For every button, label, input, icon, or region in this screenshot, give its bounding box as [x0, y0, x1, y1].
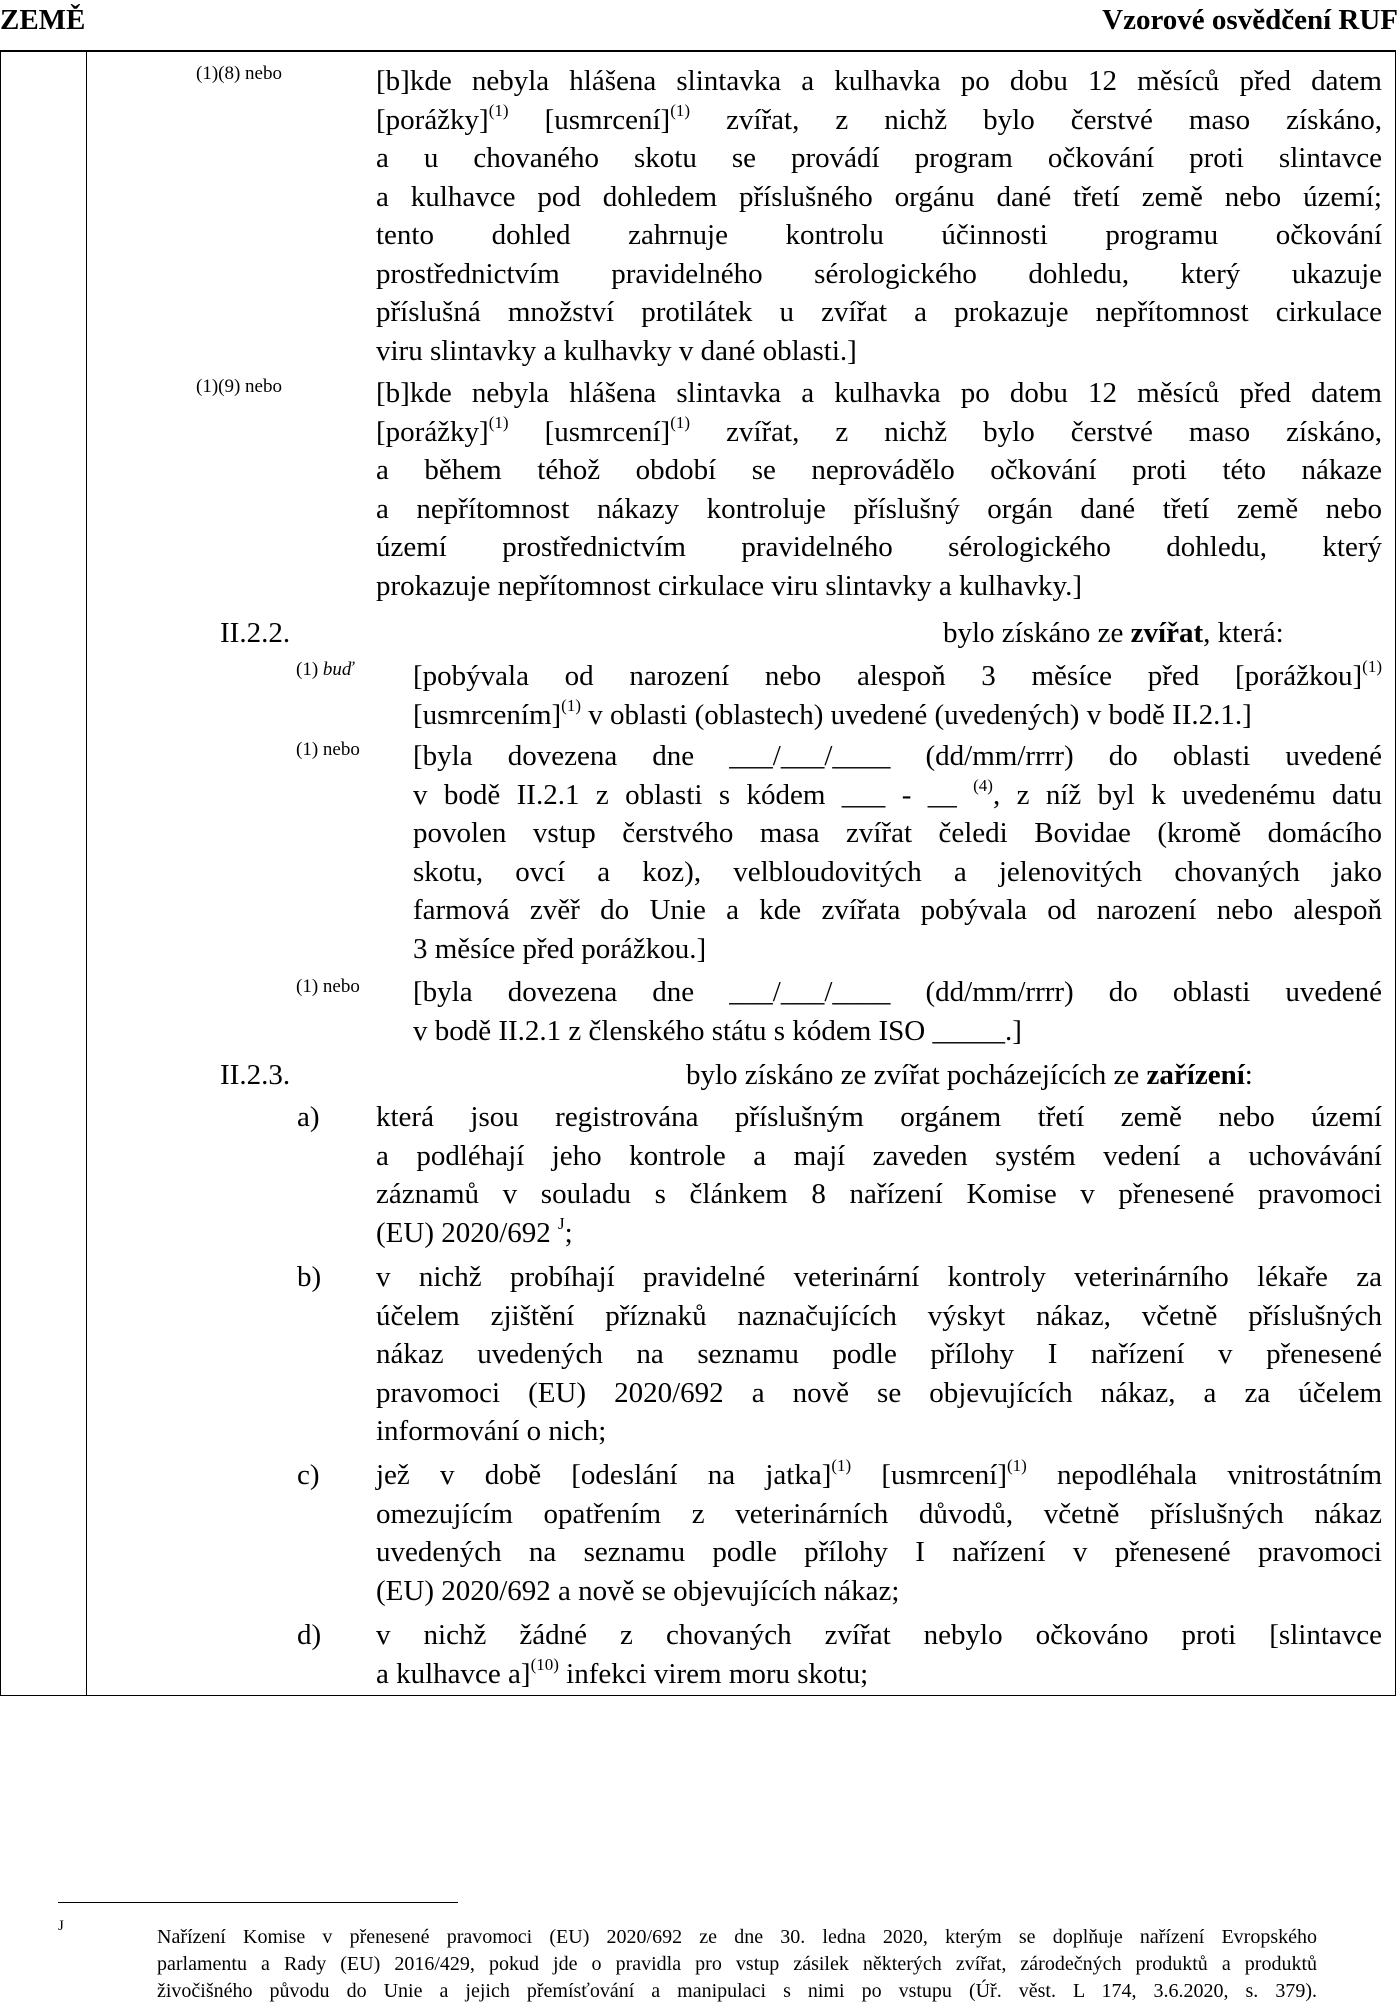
- text-line: parlamentu a Rady (EU) 2016/429, pokud jde o pravidla pro vstup zásilek některých zvířat, zárodečných produktů a produktů: [157, 1953, 1317, 1975]
- paragraph-resided-since-birth: [413, 657, 1382, 734]
- text-line: [byla dovezena dne ___/___/____ (dd/mm/rrrr) do oblasti uvedené: [413, 976, 1382, 1008]
- text-fragment: zvířat, z nichž bylo čerstvé maso získáno,: [690, 415, 1382, 448]
- footnote-ref: (1): [561, 695, 581, 715]
- footnote-ref: (1): [1362, 657, 1382, 676]
- section-heading-2-2-2: [943, 614, 1284, 652]
- text-fragment-bold: zvířat: [1130, 617, 1204, 649]
- text-line: v bodě II.2.1 z členského státu s kódem ISO _____.]: [413, 1014, 1022, 1047]
- option-marker-either: [296, 658, 353, 682]
- text-line: účelem zjištění příznaků naznačujících výskyt nákaz, včetně příslušných: [376, 1299, 1382, 1332]
- text-fragment: [usmrcení]: [851, 1459, 1008, 1491]
- text-line: pravomoci (EU) 2020/692 a nově se objevujících nákaz, a za účelem: [376, 1376, 1382, 1409]
- section-number-2-2-2: II.2.2.: [220, 617, 291, 649]
- footnote-ref: (1): [670, 100, 691, 120]
- text-line: [byla dovezena dne ___/___/____ (dd/mm/rrrr) do oblasti uvedené: [413, 740, 1382, 772]
- text-fragment: , která:: [1203, 617, 1284, 649]
- certificate-header: Vzorové osvědčení RUF: [1102, 4, 1398, 36]
- option-marker-8: (1)(8) nebo: [196, 63, 282, 84]
- text-line: živočišného původu do Unie a jejich přemísťování a manipulaci s nimi po vstupu (Úř. věst. L 174, 3.6.2020, s. 379).: [157, 1980, 1317, 2002]
- text-fragment: zvířat, z nichž bylo čerstvé maso získáno,: [690, 103, 1382, 136]
- text-line: a u chovaného skotu se provádí program očkování proti slintavce: [376, 142, 1382, 174]
- text-line: prostřednictvím pravidelného sérologického dohledu, který ukazuje: [376, 257, 1382, 290]
- footnote-ref: (1): [488, 100, 509, 120]
- footnote-ref: J: [558, 1213, 565, 1233]
- section-heading-2-2-3: [686, 1056, 1253, 1094]
- text-line: povolen vstup čerstvého masa zvířat čeledi Bovidae (kromě domácího: [413, 817, 1382, 849]
- text-line: [b]kde nebyla hlášena slintavka a kulhavka po dobu 12 měsíců před datem: [376, 65, 1382, 97]
- text-fragment: (EU) 2020/692: [376, 1216, 559, 1249]
- paragraph-item-c: [376, 1456, 1382, 1610]
- column-divider: [86, 50, 87, 1696]
- text-line: 3 měsíce před porážkou.]: [413, 932, 707, 965]
- text-line: omezujícím opatřením z veterinárních důvodů, včetně příslušných nákaz: [376, 1497, 1382, 1530]
- item-label-c: c): [297, 1459, 320, 1491]
- paragraph-item-d: [376, 1616, 1382, 1693]
- footnote-ref: (1): [488, 412, 509, 432]
- text-line: prokazuje nepřítomnost cirkulace viru slintavky a kulhavky.]: [376, 569, 1082, 602]
- paragraph-item-b: [376, 1258, 1382, 1451]
- text-fragment: a kulhavce a]: [376, 1657, 531, 1690]
- option-marker-or-2: (1) nebo: [296, 739, 360, 760]
- footnote-text: [157, 1924, 1317, 2005]
- text-fragment: nepodléhala vnitrostátním: [1026, 1459, 1382, 1491]
- footnote-ref: (10): [530, 1654, 559, 1674]
- item-label-d: d): [297, 1619, 322, 1651]
- text-line: v nichž žádné z chovaných zvířat nebylo očkováno proti [slintavce: [376, 1619, 1382, 1651]
- text-fragment-italic: buď: [322, 659, 354, 680]
- option-marker-or-3: (1) nebo: [296, 976, 360, 997]
- text-line: a kulhavce pod dohledem příslušného orgánu dané třetí země nebo území;: [376, 180, 1382, 213]
- footnote-separator: [58, 1902, 458, 1903]
- text-line: území prostřednictvím pravidelného sérologického dohledu, který: [376, 531, 1382, 563]
- text-line: a podléhají jeho kontrole a mají zaveden systém vedení a uchovávání: [376, 1139, 1382, 1172]
- text-fragment: [porážky]: [376, 415, 489, 448]
- footnote-ref: (1): [1007, 1456, 1027, 1475]
- text-fragment-bold: zařízení: [1146, 1059, 1245, 1091]
- text-line: (EU) 2020/692 a nově se objevujících nákaz;: [376, 1574, 900, 1607]
- footnote-marker: J: [58, 1918, 64, 1934]
- text-fragment: (1): [296, 659, 323, 680]
- top-rule: [0, 50, 1396, 52]
- text-line: farmová zvěř do Unie a kde zvířata pobývala od narození nebo alespoň: [413, 894, 1382, 926]
- section-number-2-2-3: II.2.3.: [220, 1059, 291, 1091]
- text-fragment: [porážky]: [376, 103, 489, 136]
- paragraph-fmd-vaccination: [376, 62, 1382, 370]
- text-line: a během téhož období se neprovádělo očkování proti této nákaze: [376, 454, 1382, 486]
- text-fragment: [usmrcení]: [508, 103, 671, 136]
- paragraph-imported-from-zone: [413, 737, 1382, 968]
- text-line: informování o nich;: [376, 1415, 607, 1447]
- item-label-a: a): [297, 1101, 320, 1133]
- text-fragment: v oblasti (oblastech) uvedené (uvedených) v bodě II.2.1.]: [581, 698, 1252, 731]
- text-fragment: [usmrcení]: [508, 415, 671, 448]
- text-fragment: ;: [564, 1216, 573, 1249]
- paragraph-item-a: [376, 1098, 1382, 1252]
- paragraph-fmd-no-vaccination: [376, 374, 1382, 605]
- text-fragment: [pobývala od narození nebo alespoň 3 měsíce před [porážkou]: [413, 660, 1363, 692]
- text-fragment: [usmrcením]: [413, 698, 562, 731]
- text-line: v nichž probíhají pravidelné veterinární kontroly veterinárního lékaře za: [376, 1261, 1382, 1293]
- text-line: nákaz uvedených na seznamu podle přílohy I nařízení v přenesené: [376, 1338, 1382, 1370]
- text-fragment: infekci virem moru skotu;: [558, 1657, 869, 1690]
- option-marker-9: (1)(9) nebo: [196, 376, 282, 397]
- item-label-b: b): [297, 1261, 322, 1293]
- country-header: ZEMĚ: [0, 4, 86, 36]
- text-line: a nepřítomnost nákazy kontroluje příslušný orgán dané třetí země nebo: [376, 492, 1382, 525]
- text-fragment: , z níž byl k uvedenému datu: [992, 778, 1382, 811]
- text-line: která jsou registrována příslušným orgánem třetí země nebo území: [376, 1101, 1382, 1133]
- text-fragment: bylo získáno ze: [943, 617, 1131, 649]
- text-line: skotu, ovcí a koz), velbloudovitých a jelenovitých chovaných jako: [413, 855, 1382, 888]
- footnote-ref: (1): [831, 1456, 852, 1475]
- text-line: viru slintavky a kulhavky v dané oblasti.]: [376, 334, 857, 367]
- footnote-ref: (1): [670, 412, 691, 432]
- text-line: tento dohled zahrnuje kontrolu účinnosti programu očkování: [376, 219, 1382, 251]
- text-line: Nařízení Komise v přenesené pravomoci (EU) 2020/692 ze dne 30. ledna 2020, kterým se doplňuje nařízení Evropského: [157, 1926, 1317, 1948]
- text-line: [b]kde nebyla hlášena slintavka a kulhavka po dobu 12 měsíců před datem: [376, 377, 1382, 409]
- text-fragment: bylo získáno ze zvířat pocházejících ze: [686, 1059, 1147, 1091]
- text-line: příslušná množství protilátek u zvířat a prokazuje nepřítomnost cirkulace: [376, 296, 1382, 328]
- text-line: uvedených na seznamu podle přílohy I nařízení v přenesené pravomoci: [376, 1536, 1382, 1568]
- paragraph-imported-from-member-state: [413, 973, 1382, 1050]
- text-fragment: jež v době [odeslání na jatka]: [376, 1459, 832, 1491]
- footnote-ref: (4): [973, 775, 993, 795]
- text-fragment: :: [1244, 1059, 1253, 1091]
- text-line: záznamů v souladu s článkem 8 nařízení Komise v přenesené pravomoci: [376, 1178, 1382, 1210]
- text-fragment: v bodě II.2.1 z oblasti s kódem ___ - __: [413, 778, 974, 811]
